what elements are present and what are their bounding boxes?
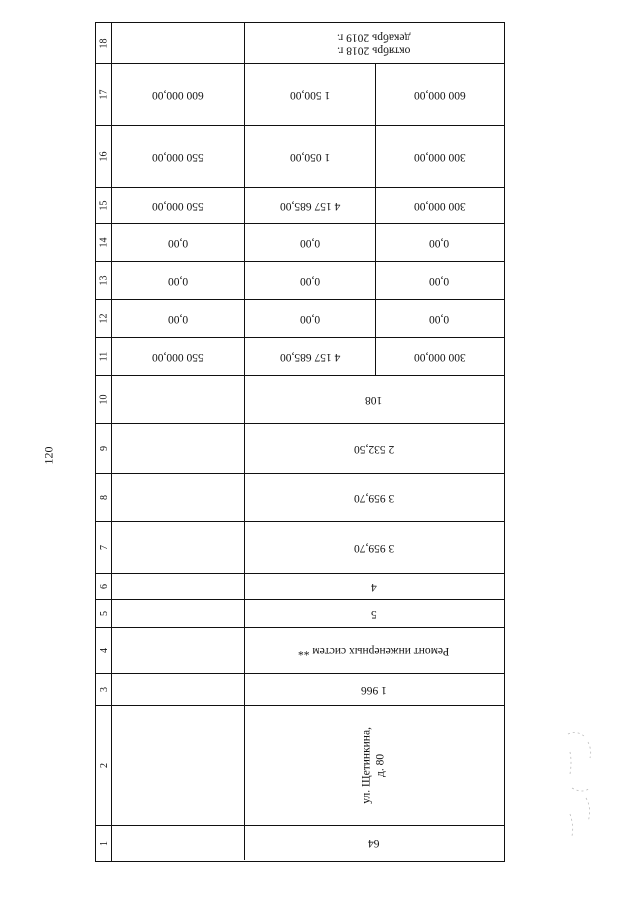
rotated-table — [95, 22, 505, 862]
table-row-17 — [96, 63, 504, 125]
cell-a: 0,00 — [167, 275, 189, 288]
cell-left — [112, 424, 244, 473]
cell-a: 0,00 — [167, 313, 189, 326]
cell-left — [112, 574, 244, 599]
cell-b: 4 157 685,00 — [244, 338, 375, 375]
cell-b: 4 157 685,00 — [244, 188, 375, 223]
row-number: 4 — [98, 648, 110, 653]
cell-b: 1 050,00 — [244, 126, 375, 187]
cell-left — [112, 706, 244, 825]
row-number: 3 — [98, 687, 110, 692]
cell-value: 108 — [244, 376, 503, 423]
faint-stamp-mark — [562, 728, 598, 840]
cell-year: 1 966 — [244, 674, 503, 705]
cell-left — [112, 376, 244, 423]
row-number: 1 — [98, 840, 110, 846]
row-number: 2 — [98, 763, 110, 768]
row-number: 10 — [98, 394, 110, 405]
cell-b: 1 500,00 — [244, 64, 375, 125]
table-row-13 — [96, 261, 504, 299]
cell-a: 600 000,00 — [152, 89, 204, 102]
row-number: 11 — [98, 351, 110, 362]
cell-c: 0,00 — [375, 224, 503, 261]
cell-c: 300 000,00 — [375, 338, 503, 375]
table-row-14 — [96, 223, 504, 261]
cell-value: 5 — [244, 600, 503, 627]
cell-c: 300 000,00 — [375, 126, 503, 187]
row-number: 14 — [98, 237, 110, 248]
table-row-18 — [96, 23, 504, 63]
cell-c: 600 000,00 — [375, 64, 503, 125]
table-row-4 — [96, 627, 504, 673]
table-row-9 — [96, 423, 504, 473]
table-row-3 — [96, 673, 504, 705]
row-number: 5 — [98, 611, 110, 616]
row-number: 6 — [98, 584, 110, 589]
table-row-8 — [96, 473, 504, 521]
table-row-7 — [96, 521, 504, 573]
cell-left — [112, 600, 244, 627]
row-number: 17 — [98, 89, 110, 100]
cell-work-type: Ремонт инженерных систем ** — [244, 628, 503, 673]
row-number: 16 — [98, 151, 110, 162]
table-row-10 — [96, 375, 504, 423]
cell-value: 4 — [244, 574, 503, 599]
cell-a: 0,00 — [167, 237, 189, 250]
row-number: 9 — [98, 446, 110, 451]
cell-c: 0,00 — [375, 300, 503, 337]
cell-left — [112, 674, 244, 705]
cell-left — [112, 826, 244, 860]
row-number: 13 — [98, 275, 110, 286]
cell-left — [112, 474, 244, 521]
cell-a: 550 000,00 — [152, 351, 204, 364]
cell-a: 550 000,00 — [152, 200, 204, 213]
cell-value: 3 959,70 — [244, 522, 503, 573]
row-number: 18 — [98, 38, 110, 48]
table-row-16 — [96, 125, 504, 187]
cell-b: 0,00 — [244, 224, 375, 261]
cell-index: 64 — [244, 826, 503, 860]
cell-left — [112, 628, 244, 673]
cell-value: 3 959,70 — [244, 474, 503, 521]
cell-left — [112, 23, 244, 63]
table-row-12 — [96, 299, 504, 337]
row-number: 7 — [98, 545, 110, 550]
table-row-11 — [96, 337, 504, 375]
row-number: 8 — [98, 495, 110, 500]
cell-b: 0,00 — [244, 262, 375, 299]
table-row-5 — [96, 599, 504, 627]
table-row-2 — [96, 705, 504, 825]
cell-value: 2 532,50 — [244, 424, 503, 473]
row-number: 15 — [98, 200, 110, 211]
cell-left — [112, 522, 244, 573]
cell-period: октябрь 2018 г. декабрь 2019 г. — [244, 23, 503, 63]
table-row-15 — [96, 187, 504, 223]
cell-c: 0,00 — [375, 262, 503, 299]
table-row-6 — [96, 573, 504, 599]
cell-a: 550 000,00 — [152, 151, 204, 164]
row-number: 12 — [98, 313, 110, 324]
cell-address: ул. Щетинкина, д. 80 — [244, 706, 503, 825]
cell-b: 0,00 — [244, 300, 375, 337]
table-row-1 — [96, 825, 504, 860]
page-number: 120 — [41, 446, 56, 465]
cell-c: 300 000,00 — [375, 188, 503, 223]
